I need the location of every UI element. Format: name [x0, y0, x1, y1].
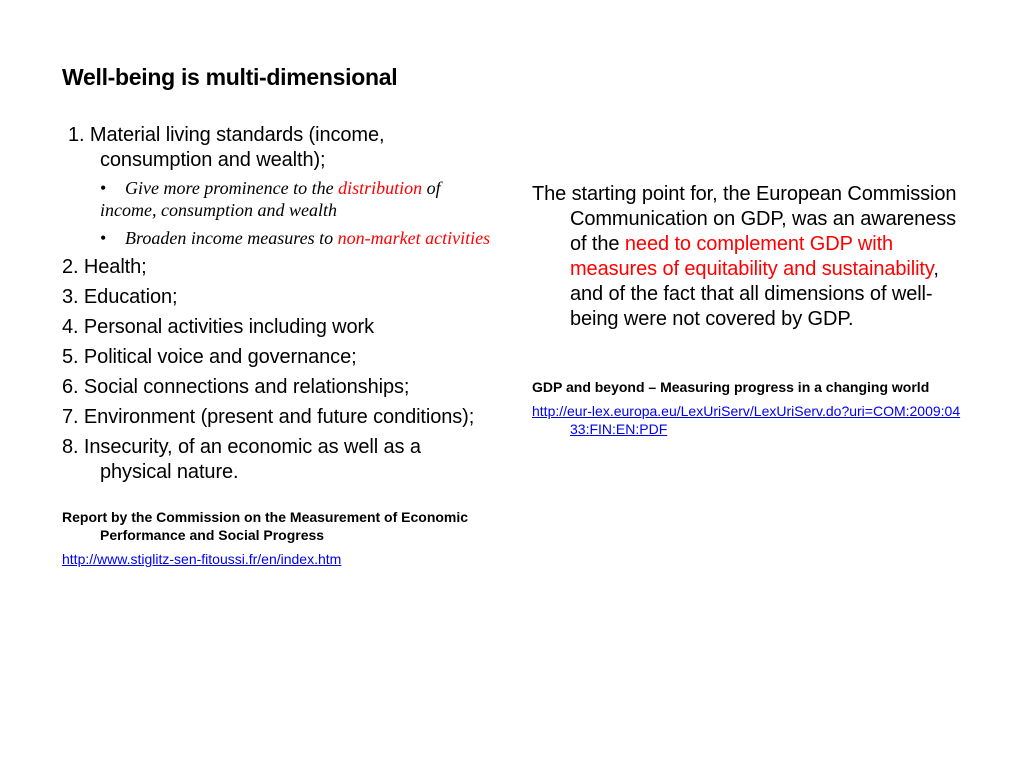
list-item: 4. Personal activities including work — [62, 316, 375, 338]
left-column — [62, 123, 492, 568]
gdp-beyond-link[interactable]: http://eur-lex.europa.eu/LexUriServ/LexUriServ.do?uri=COM:2009:0433:FIN:EN:PDF — [532, 403, 961, 437]
list-item-material-living-standards: 1. Material living standards (income, consumption and wealth); — [68, 124, 385, 171]
highlight-text: need to complement GDP with measures of equitability and sustainability — [570, 233, 934, 280]
list-item: 3. Education; — [62, 286, 178, 308]
report-title: Report by the Commission on the Measurement of Economic Performance and Social Progress — [62, 509, 469, 543]
sub-item-broaden-income — [100, 227, 492, 249]
list-item: 2. Health; — [62, 256, 147, 278]
sub-item-distribution — [100, 177, 492, 221]
highlight-text: non-market activities — [337, 228, 491, 248]
bullet-icon: • — [100, 228, 107, 248]
paragraph-text: , and of the fact that all dimensions of well-being were not covered by GDP. — [570, 258, 939, 330]
gdp-beyond-title: GDP and beyond – Measuring progress in a changing world — [532, 379, 930, 395]
sub-item-text: Broaden income measures to — [125, 228, 338, 248]
sub-item-text: Give more prominence to the — [125, 178, 339, 198]
list-item: 5. Political voice and governance; — [62, 346, 357, 368]
list-item: 7. Environment (present and future conditions); — [62, 406, 475, 428]
bullet-icon: • — [100, 178, 107, 198]
list-item: 8. Insecurity, of an economic as well as a physical nature. — [62, 436, 421, 483]
gdp-paragraph — [532, 182, 964, 332]
sub-item-text: of income, consumption and wealth — [100, 178, 441, 220]
right-column — [532, 182, 964, 438]
list-item: 6. Social connections and relationships; — [62, 376, 410, 398]
paragraph-text: The starting point for, the European Commission Communication on GDP, was an awareness of the — [532, 183, 957, 255]
report-link[interactable]: http://www.stiglitz-sen-fitoussi.fr/en/index.htm — [62, 551, 342, 567]
highlight-text: distribution — [338, 178, 423, 198]
slide-title: Well-being is multi-dimensional — [62, 64, 398, 90]
